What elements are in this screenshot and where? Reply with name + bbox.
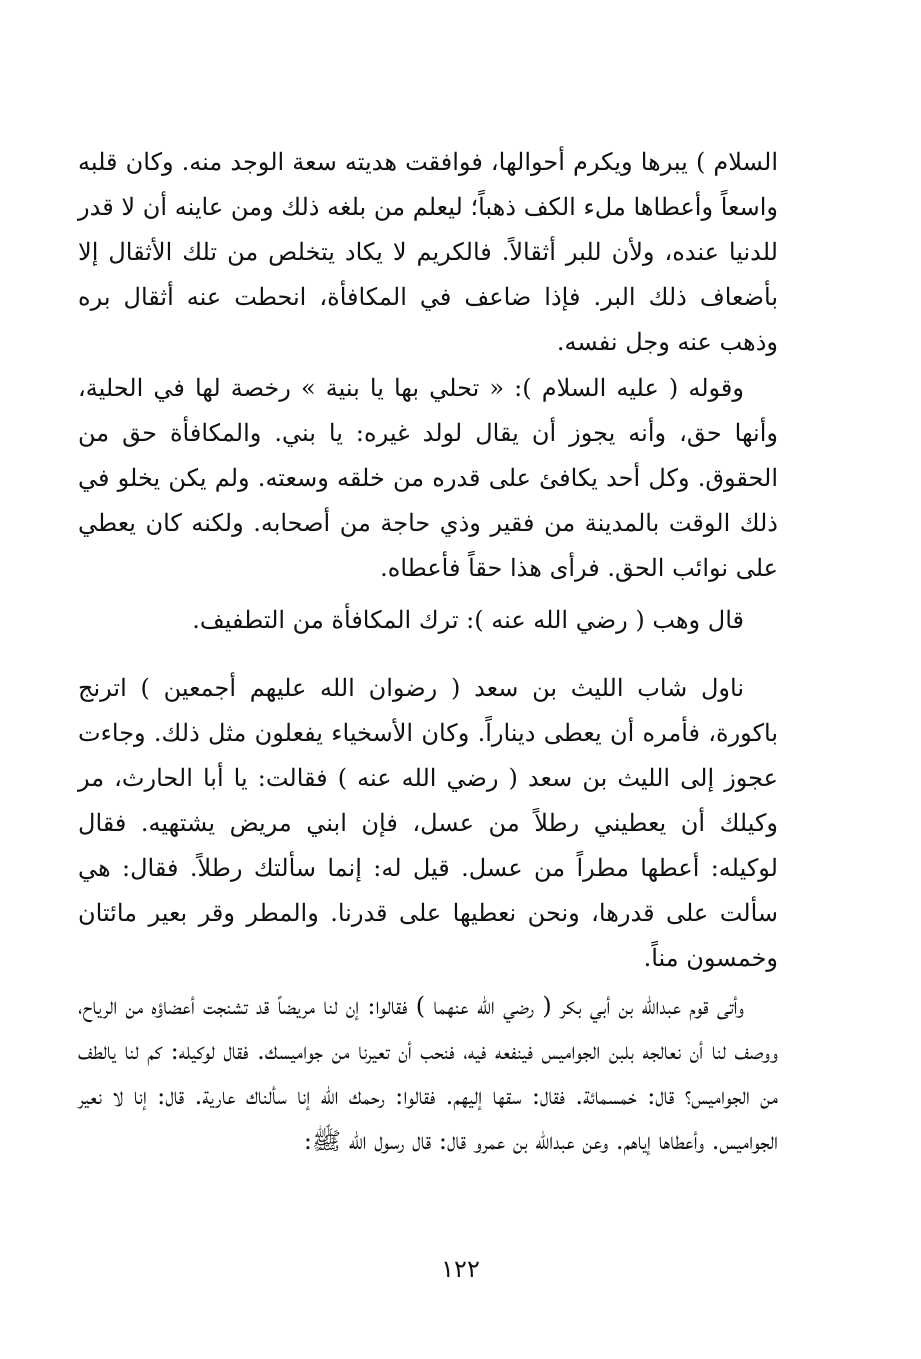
paragraph-5: وأتى قوم عبدالله بن أبي بكر ( رضي الله عنهما ) فقالوا: إن لنا مريضاً قد تشنجت أعضاؤه من الرياح، ووصف لنا أن نعالجه بلبن الجواميس فينفعه فيه، فنحب أن تعيرنا من جواميسك. فقال لوكيله: كم لنا يالطف من الجواميس؟ قال: خمسمائة. فقال: سقها إليهم. فقالوا: رحمك الله إنا سألناك عارية. قال: إنا لا نعير الجواميس. وأعطاها إياهم. وعن عبدالله بن عمرو قال: قال رسول الله ﷺ: bbox=[78, 992, 778, 1155]
paragraph-4: ناول شاب الليث بن سعد ( رضوان الله عليهم أجمعين ) اترنج باكورة، فأمره أن يعطى ديناراً. وكان الأسخياء يفعلون مثل ذلك. وجاءت عجوز إلى الليث بن سعد ( رضي الله عنه ) فقالت: يا أبا الحارث، مر وكيلك أن يعطيني رطلاً من عسل، فإن ابني مريض يشتهيه. فقال لوكيله: أعطها مطراً من عسل. قيل له: إنما سألتك رطلاً. فقال: هي سألت على قدرها، ونحن نعطيها على قدرنا. والمطر وقر بعير مائتان وخمسون مناً. bbox=[78, 674, 779, 972]
paragraph-2: وقوله ( عليه السلام ): « تحلي بها يا بنية » رخصة لها في الحلية، وأنها حق، وأنه يجوز أن يقال لولد غيره: يا بني. والمكافأة حق من الحقوق. وكل أحد يكافئ على قدره من خلقه وسعته. ولم يكن يخلو في ذلك الوقت بالمدينة من فقير وذي حاجة من أصحابه. ولكنه كان يعطي على نوائب الحق. فرأى هذا حقاً فأعطاه. bbox=[78, 374, 778, 582]
paragraph-3: قال وهب ( رضي الله عنه ): ترك المكافأة من التطفيف. bbox=[192, 606, 744, 634]
page-number: ١٢٢ bbox=[441, 1255, 480, 1283]
paragraph-1: السلام ) يبرها ويكرم أحوالها، فوافقت هديته سعة الوجد منه. وكان قلبه واسعاً وأعطاها ملء الكف ذهباً؛ ليعلم من بلغه ذلك ومن عاينه أن لا قدر للدنيا عنده، ولأن للبر أثقالاً. فالكريم لا يكاد يتخلص من تلك الأثقال إلا بأضعاف ذلك البر. فإذا ضاعف في المكافأة، انحطت عنه أثقال بره وذهب عنه وجل نفسه. bbox=[78, 148, 778, 356]
